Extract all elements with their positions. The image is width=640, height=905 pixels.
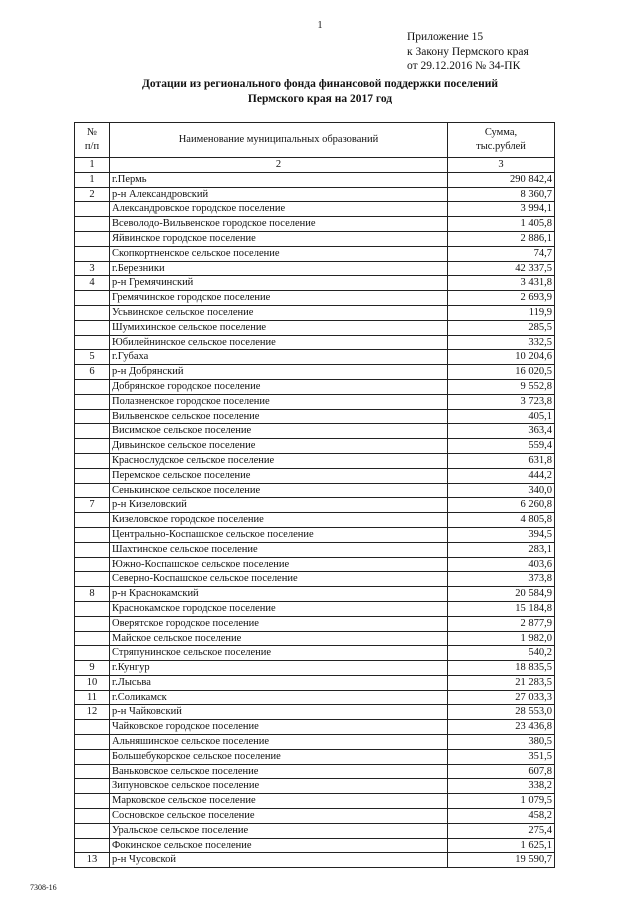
row-number: [75, 379, 110, 394]
municipality-name: Марковское сельское поселение: [110, 794, 448, 809]
table-row: [75, 631, 555, 646]
municipality-name: Скопкортненское сельское поселение: [110, 246, 448, 261]
municipality-name: Вильвенское сельское поселение: [110, 409, 448, 424]
table-row: [75, 409, 555, 424]
column-index: 2: [110, 158, 448, 173]
municipality-name: Александровское городское поселение: [110, 202, 448, 217]
table-row: [75, 217, 555, 232]
amount: 458,2: [448, 809, 555, 824]
row-number: [75, 217, 110, 232]
municipality-name: р-н Чусовской: [110, 853, 448, 868]
table-row: [75, 231, 555, 246]
header-number: [75, 123, 110, 158]
amount: 394,5: [448, 527, 555, 542]
row-number: [75, 631, 110, 646]
municipality-name: Майское сельское поселение: [110, 631, 448, 646]
amount: 1 079,5: [448, 794, 555, 809]
header-name: [110, 123, 448, 158]
amount: 340,0: [448, 483, 555, 498]
table-row: [75, 468, 555, 483]
table-row: [75, 305, 555, 320]
row-number: [75, 794, 110, 809]
municipality-name: Южно-Коспашское сельское поселение: [110, 557, 448, 572]
table-row: [75, 587, 555, 602]
amount: 27 033,3: [448, 690, 555, 705]
table-row: [75, 616, 555, 631]
table-body: [75, 172, 555, 867]
municipality-name: г.Лысьва: [110, 675, 448, 690]
municipality-name: Перемское сельское поселение: [110, 468, 448, 483]
municipality-name: Шумихинское сельское поселение: [110, 320, 448, 335]
amount: 559,4: [448, 439, 555, 454]
table-row: [75, 557, 555, 572]
municipality-name: р-н Гремячинский: [110, 276, 448, 291]
municipality-name: Добрянское городское поселение: [110, 379, 448, 394]
amount: 631,8: [448, 453, 555, 468]
row-number: [75, 779, 110, 794]
row-number: 8: [75, 587, 110, 602]
amount: 18 835,5: [448, 661, 555, 676]
row-number: [75, 527, 110, 542]
row-number: 5: [75, 350, 110, 365]
amount: 3 994,1: [448, 202, 555, 217]
row-number: [75, 335, 110, 350]
table-row: [75, 601, 555, 616]
table-header-row: [75, 123, 555, 158]
table-row: [75, 542, 555, 557]
row-number: [75, 749, 110, 764]
appendix-line: от 29.12.2016 № 34-ПК: [407, 60, 521, 72]
row-number: [75, 202, 110, 217]
table-row: [75, 527, 555, 542]
title-line: Пермского края на 2017 год: [247, 93, 393, 105]
table-row: [75, 661, 555, 676]
column-index: 3: [448, 158, 555, 173]
amount: 1 405,8: [448, 217, 555, 232]
amount: 373,8: [448, 572, 555, 587]
table-row: [75, 424, 555, 439]
municipality-name: Шахтинское сельское поселение: [110, 542, 448, 557]
amount: 405,1: [448, 409, 555, 424]
header-number-label: № п/п: [84, 127, 100, 152]
appendix-note: [407, 30, 529, 74]
amount: 10 204,6: [448, 350, 555, 365]
amount: 15 184,8: [448, 601, 555, 616]
table-row: [75, 705, 555, 720]
row-number: [75, 305, 110, 320]
municipality-name: Гремячинское городское поселение: [110, 291, 448, 306]
table-row: [75, 261, 555, 276]
amount: 21 283,5: [448, 675, 555, 690]
amount: 363,4: [448, 424, 555, 439]
row-number: 3: [75, 261, 110, 276]
table-row: [75, 794, 555, 809]
header-name-label: Наименование муниципальных образований: [178, 134, 379, 145]
row-number: 11: [75, 690, 110, 705]
row-number: [75, 735, 110, 750]
table-row: [75, 320, 555, 335]
row-number: 12: [75, 705, 110, 720]
amount: 23 436,8: [448, 720, 555, 735]
table-row: [75, 483, 555, 498]
municipality-name: г.Губаха: [110, 350, 448, 365]
municipality-name: Всеволодо-Вильвенское городское поселение: [110, 217, 448, 232]
table-row: [75, 838, 555, 853]
row-number: [75, 838, 110, 853]
amount: 2 877,9: [448, 616, 555, 631]
table-row: [75, 823, 555, 838]
amount: 607,8: [448, 764, 555, 779]
amount: 2 693,9: [448, 291, 555, 306]
appendix-line: Приложение 15: [407, 31, 484, 43]
municipality-name: р-н Краснокамский: [110, 587, 448, 602]
municipality-name: Сенькинское сельское поселение: [110, 483, 448, 498]
table-row: [75, 498, 555, 513]
document-title: [0, 77, 640, 107]
row-number: 9: [75, 661, 110, 676]
amount: 332,5: [448, 335, 555, 350]
municipality-name: Кизеловское городское поселение: [110, 513, 448, 528]
row-number: [75, 513, 110, 528]
municipality-name: Полазненское городское поселение: [110, 394, 448, 409]
amount: 3 431,8: [448, 276, 555, 291]
table-row: [75, 735, 555, 750]
table-row: [75, 394, 555, 409]
amount: 290 842,4: [448, 172, 555, 187]
municipality-name: Стряпунинское сельское поселение: [110, 646, 448, 661]
row-number: 13: [75, 853, 110, 868]
amount: 275,4: [448, 823, 555, 838]
row-number: [75, 823, 110, 838]
municipality-name: Сосновское сельское поселение: [110, 809, 448, 824]
amount: 42 337,5: [448, 261, 555, 276]
column-index-row: [75, 158, 555, 173]
row-number: [75, 557, 110, 572]
table-row: [75, 779, 555, 794]
row-number: [75, 424, 110, 439]
amount: 338,2: [448, 779, 555, 794]
municipality-name: Усьвинское сельское поселение: [110, 305, 448, 320]
amount: 6 260,8: [448, 498, 555, 513]
amount: 283,1: [448, 542, 555, 557]
amount: 2 886,1: [448, 231, 555, 246]
table-row: [75, 172, 555, 187]
municipality-name: Фокинское сельское поселение: [110, 838, 448, 853]
municipality-name: Центрально-Коспашское сельское поселение: [110, 527, 448, 542]
municipality-name: р-н Кизеловский: [110, 498, 448, 513]
row-number: [75, 453, 110, 468]
table-row: [75, 202, 555, 217]
row-number: [75, 720, 110, 735]
municipality-name: Яйвинское городское поселение: [110, 231, 448, 246]
amount: 119,9: [448, 305, 555, 320]
amount: 16 020,5: [448, 365, 555, 380]
municipality-name: Висимское сельское поселение: [110, 424, 448, 439]
table-row: [75, 187, 555, 202]
table-row: [75, 291, 555, 306]
row-number: [75, 601, 110, 616]
municipality-name: Юбилейнинское сельское поселение: [110, 335, 448, 350]
amount: 8 360,7: [448, 187, 555, 202]
table-row: [75, 720, 555, 735]
municipality-name: р-н Александровский: [110, 187, 448, 202]
amount: 403,6: [448, 557, 555, 572]
amount: 3 723,8: [448, 394, 555, 409]
municipality-name: г.Соликамск: [110, 690, 448, 705]
amount: 9 552,8: [448, 379, 555, 394]
table-row: [75, 675, 555, 690]
row-number: [75, 542, 110, 557]
table-row: [75, 379, 555, 394]
municipality-name: г.Кунгур: [110, 661, 448, 676]
municipality-name: Зипуновское сельское поселение: [110, 779, 448, 794]
row-number: [75, 468, 110, 483]
row-number: [75, 320, 110, 335]
municipality-name: Альняшинское сельское поселение: [110, 735, 448, 750]
municipality-name: Краснокамское городское поселение: [110, 601, 448, 616]
table-row: [75, 572, 555, 587]
municipality-name: р-н Чайковский: [110, 705, 448, 720]
table-row: [75, 513, 555, 528]
table-row: [75, 350, 555, 365]
municipality-name: Оверятское городское поселение: [110, 616, 448, 631]
table-row: [75, 690, 555, 705]
row-number: 7: [75, 498, 110, 513]
municipality-name: г.Березники: [110, 261, 448, 276]
row-number: [75, 439, 110, 454]
municipality-name: р-н Добрянский: [110, 365, 448, 380]
row-number: [75, 291, 110, 306]
municipality-name: г.Пермь: [110, 172, 448, 187]
row-number: [75, 764, 110, 779]
row-number: 2: [75, 187, 110, 202]
amount: 4 805,8: [448, 513, 555, 528]
amount: 28 553,0: [448, 705, 555, 720]
amount: 1 982,0: [448, 631, 555, 646]
municipality-name: Краснослудское сельское поселение: [110, 453, 448, 468]
amount: 74,7: [448, 246, 555, 261]
page-number: 1: [317, 20, 323, 31]
table-row: [75, 453, 555, 468]
row-number: 10: [75, 675, 110, 690]
amount: 19 590,7: [448, 853, 555, 868]
amount: 285,5: [448, 320, 555, 335]
row-number: [75, 246, 110, 261]
amount: 540,2: [448, 646, 555, 661]
table-row: [75, 246, 555, 261]
row-number: [75, 483, 110, 498]
document-code: 7308-16: [30, 883, 57, 892]
amount: 1 625,1: [448, 838, 555, 853]
table-row: [75, 439, 555, 454]
municipality-name: Уральское сельское поселение: [110, 823, 448, 838]
table-row: [75, 809, 555, 824]
title-line: Дотации из регионального фонда финансовой поддержки поселений: [141, 78, 499, 90]
header-sum-label: Сумма, тыс.рублей: [476, 127, 526, 152]
municipality-name: Большебукорское сельское поселение: [110, 749, 448, 764]
row-number: [75, 616, 110, 631]
amount: 20 584,9: [448, 587, 555, 602]
table-row: [75, 365, 555, 380]
row-number: [75, 409, 110, 424]
table-row: [75, 853, 555, 868]
municipality-name: Северно-Коспашское сельское поселение: [110, 572, 448, 587]
table-row: [75, 335, 555, 350]
row-number: 1: [75, 172, 110, 187]
row-number: [75, 809, 110, 824]
municipality-name: Чайковское городское поселение: [110, 720, 448, 735]
row-number: 4: [75, 276, 110, 291]
amount: 351,5: [448, 749, 555, 764]
header-sum: [448, 123, 555, 158]
row-number: [75, 394, 110, 409]
municipality-name: Дивьинское сельское поселение: [110, 439, 448, 454]
appendix-line: к Закону Пермского края: [407, 45, 529, 58]
column-index: 1: [75, 158, 110, 173]
table-row: [75, 276, 555, 291]
table-row: [75, 749, 555, 764]
table-row: [75, 764, 555, 779]
subsidies-table: [74, 122, 555, 868]
amount: 380,5: [448, 735, 555, 750]
row-number: [75, 646, 110, 661]
row-number: [75, 572, 110, 587]
row-number: 6: [75, 365, 110, 380]
amount: 444,2: [448, 468, 555, 483]
row-number: [75, 231, 110, 246]
table-row: [75, 646, 555, 661]
municipality-name: Ваньковское сельское поселение: [110, 764, 448, 779]
